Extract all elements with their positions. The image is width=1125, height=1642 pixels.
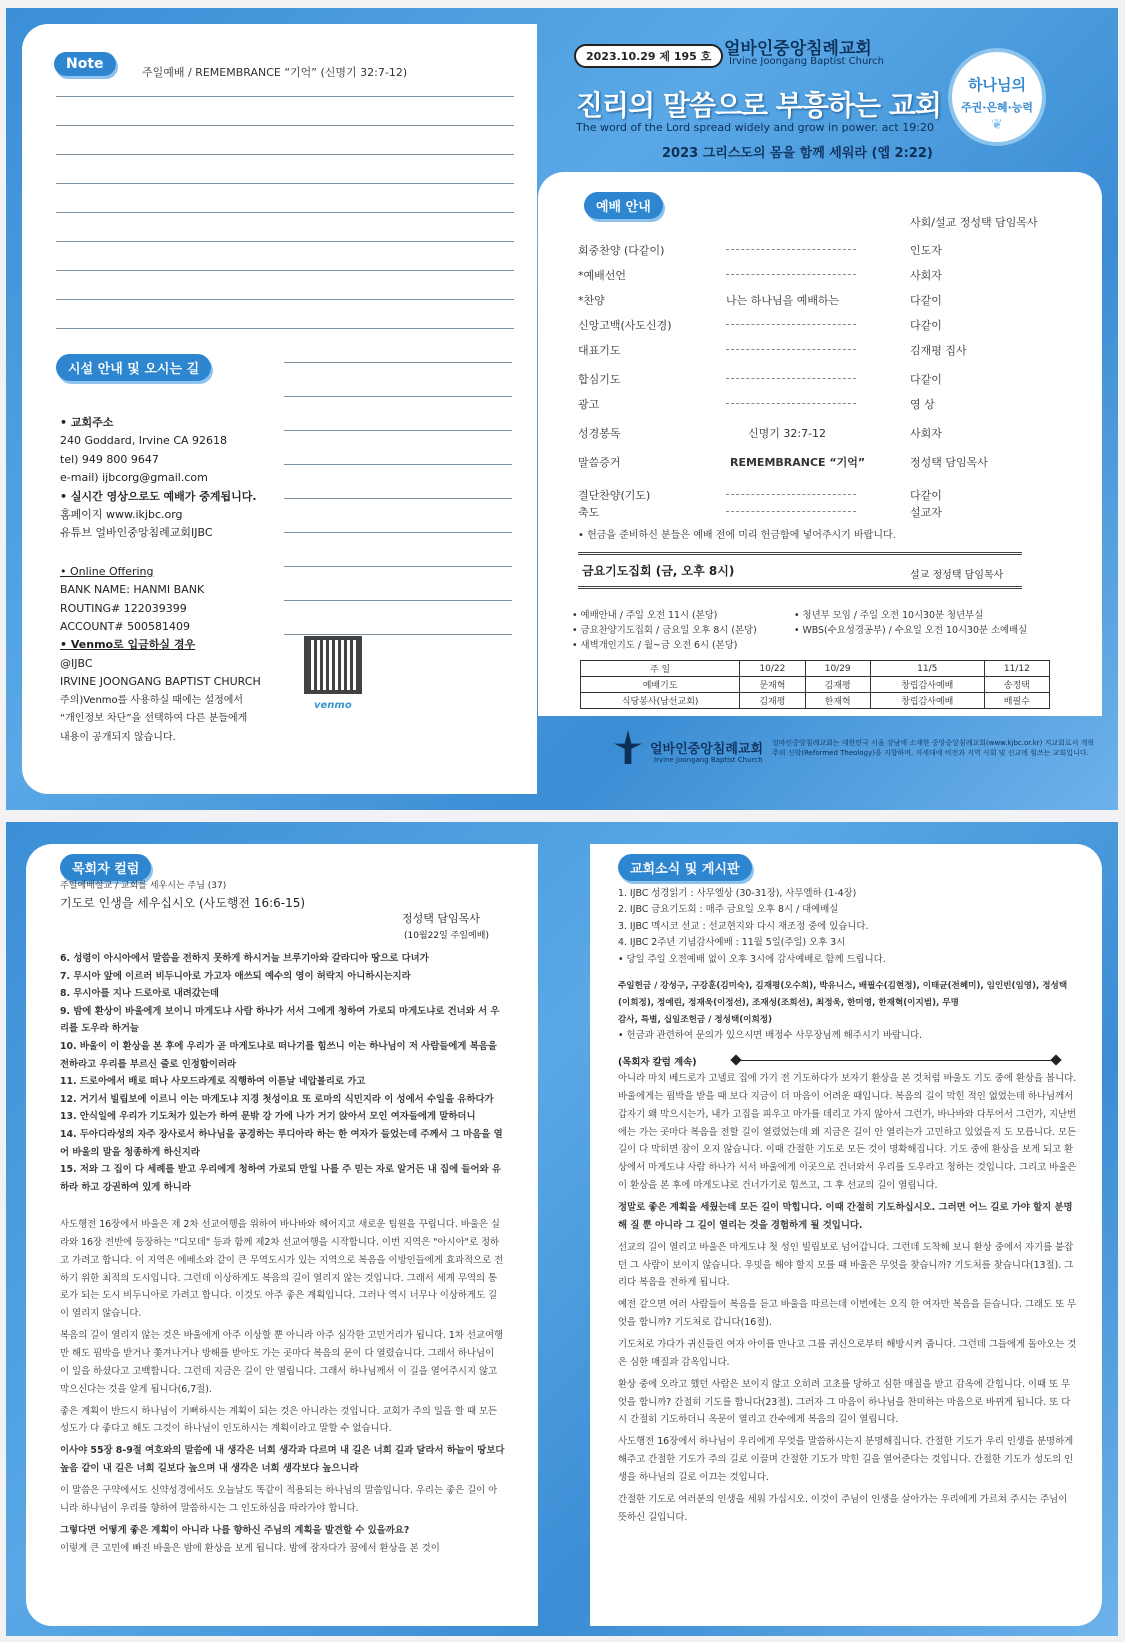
note-line <box>284 566 512 567</box>
meeting-info-item: • 새벽개인기도 / 월~금 오전 6시 (본당) <box>572 640 738 651</box>
order-content: 나는 하나님을 예배하는 <box>726 294 840 307</box>
church-name-ko: 얼바인중앙침례교회 <box>724 39 872 59</box>
footer-church-name-en: Irvine Joongang Baptist Church <box>654 756 763 764</box>
youtube-link[interactable]: 유튜브 얼바인중앙침례교회IJBC <box>60 526 213 540</box>
table-header: 주 일 <box>581 661 740 677</box>
table-row <box>581 661 1050 677</box>
venmo-note: “개인정보 차단”을 선택하여 다른 분들에게 <box>60 713 248 725</box>
note-line <box>284 430 512 431</box>
live-stream-note: • 실시간 영상으로도 예배가 중계됩니다. <box>60 489 257 503</box>
note-line <box>56 154 514 155</box>
friday-prayer-leader: 설교 정성택 담임목사 <box>910 570 1004 581</box>
badge-line2: 주권·은혜·능력 <box>960 101 1034 114</box>
table-cell: 김재평 <box>805 677 870 693</box>
order-who: 다같이 <box>910 373 942 386</box>
table-cell: 배필수 <box>984 693 1049 709</box>
meeting-info-item: • 청년부 모임 / 주일 오전 10시30분 청년부실 <box>794 610 984 621</box>
table-cell: 김재평 <box>740 693 805 709</box>
table-cell: 송정택 <box>984 677 1049 693</box>
order-row <box>578 267 1078 292</box>
worship-label: 예배 안내 <box>584 192 663 219</box>
column-continued-title: (목회자 칼럼 계속) <box>618 1057 697 1068</box>
scripture-verse: 8. 무시아를 지나 드로아로 내려갔는데 <box>60 988 219 1000</box>
order-item: 대표기도 <box>578 344 621 357</box>
scripture-verse: 15. 저와 그 집이 다 세례를 받고 우리에게 청하여 가로되 만일 나를 주 믿는 자로 알거든 내 집에 들어와 유하라 하고 강권하여 있게 하니라 <box>60 1164 501 1193</box>
order-who: 정성택 담임목사 <box>910 456 988 469</box>
phone: tel) 949 800 9647 <box>60 452 159 466</box>
table-row <box>581 693 1050 709</box>
table-cell: 한재혁 <box>805 693 870 709</box>
table-row <box>581 677 1050 693</box>
diamond-icon <box>1050 1054 1061 1065</box>
order-item: 광고 <box>578 398 600 411</box>
news-panel <box>590 844 1102 1626</box>
news-items <box>618 886 1078 1045</box>
email[interactable]: e-mail) ijbcorg@gmail.com <box>60 471 208 485</box>
bottom-sheet <box>6 822 1118 1636</box>
column-paragraph: 선교의 길이 열리고 바울은 마게도냐 첫 성인 빌립보로 넘어갑니다. 그런데 도착해 보니 환상 중에서 자기를 붙잡던 그 사람이 보이지 않습니다. 우밋을 해야 할지 모를 때 바울은 무엇을 찾습니까? 기도처를 찾습니다(13절). 그리다 복음을 전하게 됩니다. <box>618 1241 1074 1289</box>
note-panel <box>22 24 537 794</box>
theme-badge <box>948 48 1046 146</box>
issue-date-badge <box>574 44 723 68</box>
scripture-verse: 10. 바울이 이 환상을 본 후에 우리가 곧 마게도냐로 떠나기를 힘쓰니 이는 하나님이 저 사람들에게 복음을 전하라고 우리를 부르신 줄로 인정함이러라 <box>60 1040 497 1070</box>
annual-theme: 2023 그리스도의 몸을 함께 세워라 (엡 2:22) <box>662 146 933 161</box>
order-who: 사회자 <box>910 427 942 440</box>
note-line <box>284 634 512 635</box>
scripture-verse: 9. 밤에 환상이 바울에게 보이니 마게도냐 사람 하나가 서서 그에게 청하여 가로되 마게도냐로 건너와 서 우리를 도우라 하거늘 <box>60 1005 500 1035</box>
column-paragraph: 이사야 55장 8-9절 여호와의 말씀에 내 생각은 너희 생각과 다르며 내 길은 너희 길과 달라서 하늘이 땅보다 높음 같이 내 길은 너희 길보다 높으며 내 생각은 너희 생각보다 높으니라 <box>60 1445 505 1475</box>
note-line <box>56 328 514 329</box>
qr-code-icon[interactable] <box>304 636 362 694</box>
order-item: 결단찬양(기도) <box>578 489 651 502</box>
note-line <box>284 498 512 499</box>
note-line <box>56 212 514 213</box>
order-row <box>578 487 1078 504</box>
column-label: 목회자 컬럼 <box>60 854 151 881</box>
meeting-info-item: • WBS(수요성경공부) / 수요일 오전 10시30분 소예배실 <box>794 625 1028 636</box>
column-paragraph: 복음의 길이 열리지 않는 것은 바울에게 아주 이상할 뿐 아니라 아주 심각한 고민거리가 됩니다. 1차 선교여행만 해도 핍박을 받거나 쫓겨나거나 방해를 받아도 가는 곳마다 복음의 문이 다 열렸습니다. 그래서 하나님이 이 일을 하셨다고 고백합니다. 그런데 지금은 길이 안 열립니다. 그래서 하나님께서 이 길을 열어주시지 않고 막으신다는 것을 알게 됩니다(6,7절). <box>60 1330 504 1395</box>
column-paragraph: 아니라 마치 베드로가 고넬료 집에 가기 전 기도하다가 보자기 환상을 본 것처럼 바울도 기도 중에 환상을 봅니다. 바울에게는 핍박을 받을 때 보다 지금이 더 마음이 어려운 때입니다. 복음의 길이 막힌 적인 없었는데 하나님께서 갑자기 왜 막으시는가, 내가 고집을 피우고 마가를 데리고 가지 않아서 그런가, 바나바와 다투어서 그런가, 지난번에는 가는 곳마다 복음을 전할 길이 열렸었는데 왜 지금은 길이 안 열리는가 고민하고 있었을지 도 모릅니다. 모든 길이 다 막히면 잠이 오지 않습니다. 이때 간절한 기도로 모든 것이 명확해집니다. 기도 중에 환상을 보게 되고 환상에서 마게도냐 사람 하나가 서서 바울에게 이곳으로 건너와서 우리를 도우라고 청하는 것입니다. 그리고 바울은 이 환상을 본 후에 마게도냐로 건너가기로 힘쓰고, 그 후 선교의 길이 열립니다. <box>618 1073 1077 1192</box>
order-item: 말씀증거 <box>578 456 621 469</box>
order-row <box>578 396 1078 425</box>
offering-note: • 헌금을 준비하신 분들은 예배 전에 미리 헌금함에 넣어주시기 바랍니다. <box>578 530 896 541</box>
order-who: 사회자 <box>910 269 942 282</box>
note-line <box>56 96 514 97</box>
order-item: 성경봉독 <box>578 427 621 440</box>
scripture-verse: 12. 거기서 빌립보에 이르니 이는 마게도냐 지경 첫성이요 또 로마의 식민지라 이 성에서 수일을 유하다가 <box>60 1093 494 1105</box>
venmo-title: • Venmo로 입금하실 경우 <box>60 638 196 652</box>
order-row <box>578 371 1078 396</box>
wheat-icon: ❦ <box>991 117 1003 133</box>
column-paragraph: 사도행전 16장에서 바울은 제 2차 선교여행을 위하여 바나바와 헤어지고 새로운 팀원을 꾸립니다. 바울은 실라와 16장 전반에 등장하는 "디모데" 등과 함께 제2차 선교여행을 시작합니다. 이번 지역은 "아시아"로 정하고 가려고 합니다. 이 지역은 에베소와 같이 큰 무역도시가 있는 지역으로 복음을 이방인들에게 효과적으로 전하기 위한 최적의 도시입니다. 그런데 이상하게도 복음의 길이 열리지 않는 것입니다. 그래서 세계 무역의 통로가 되는 도시 비두니아로 가려고 합니다. 이것도 아주 좋은 계획입니다. 그러나 역시 너무나 이상하게도 길이 열리지 않습니다. <box>60 1219 504 1320</box>
issue-date: 2023.10.29 제 195 호 <box>586 50 712 63</box>
order-row <box>578 242 1078 267</box>
friday-prayer-title: 금요기도집회 (금, 오후 8시) <box>582 564 735 578</box>
facility-label: 시설 안내 및 오시는 길 <box>56 354 211 381</box>
order-who: 인도자 <box>910 244 942 257</box>
order-who: 영 상 <box>910 398 935 411</box>
top-sheet <box>6 8 1118 810</box>
table-cell: 창립감사예배 <box>870 677 984 693</box>
venmo-logo: venmo <box>314 700 352 711</box>
order-item: 신앙고백(사도신경) <box>578 319 672 332</box>
column-paragraph: 이렇게 큰 고민에 빠진 바울은 밤에 환상을 보게 됩니다. 밤에 잠자다가 꿈에서 환상을 본 것이 <box>60 1542 440 1554</box>
badge-line1: 하나님의 <box>968 76 1026 94</box>
order-row <box>578 317 1078 342</box>
venmo-note: 내용이 공개되지 않습니다. <box>60 731 176 743</box>
column-paragraph: 간절한 기도로 여러분의 인생을 세워 가십시오. 이것이 주님이 인생을 살아가는 우리에게 가르쳐 주시는 주님이 뜻하신 길입니다. <box>618 1493 1068 1523</box>
news-label: 교회소식 및 게시판 <box>618 854 752 881</box>
column-paragraph: 이 말씀은 구약에서도 신약성경에서도 오늘날도 똑같이 적용되는 하나님의 말씀입니다. 우리는 좋은 길이 아니라 하나님이 우리를 향하여 말씀하시는 그 인도하심을 따라가야 합니다. <box>60 1485 498 1514</box>
note-line <box>284 600 512 601</box>
venmo-id: @IJBC <box>60 656 93 670</box>
divider <box>578 586 1022 589</box>
verse: The word of the Lord spread widely and grow in power. act 19:20 <box>576 121 934 134</box>
scripture-verse: 14. 두아디라성의 자주 장사로서 하나님을 공경하는 루디아라 하는 한 여자가 들었는데 주께서 그 마음을 열어 바울의 말을 청종하게 하신지라 <box>60 1128 503 1158</box>
diamond-icon <box>730 1054 741 1065</box>
news-item: 1. IJBC 성경읽기 : 사무엘상 (30-31장), 사무엘하 (1-4장) <box>618 888 857 899</box>
order-row <box>578 342 1078 371</box>
online-offering-title: • Online Offering <box>60 564 154 578</box>
note-line <box>56 241 514 242</box>
offering-contact: • 헌금과 관련하여 문의가 있으시면 배정수 사무장님께 해주시기 바랍니다. <box>618 1030 923 1042</box>
table-cell: 문재혁 <box>740 677 805 693</box>
slogan: 진리의 말씀으로 부흥하는 교회 <box>576 89 941 122</box>
column-paragraph: 그렇다면 어떻게 좋은 계획이 아니라 나를 향하신 주님의 계획을 발견할 수 있을까요? <box>60 1524 410 1536</box>
offering-members: 주일헌금 / 강성구, 구강훈(김미숙), 김재평(오수희), 박유니스, 배필수(김현정), 이태균(전혜미), 임인빈(임영), 정성택(이희정), 정예린, 정재욱(이정선), 조재성(조희선), 최정욱, 한미영, 한재혁(이지범), 무명 <box>618 981 1068 1009</box>
order-row <box>578 454 1078 487</box>
meeting-info <box>572 608 757 653</box>
scripture-verses <box>60 950 506 1196</box>
note-line <box>284 396 512 397</box>
table-cell: 창립감사예배 <box>870 693 984 709</box>
homepage-link[interactable]: 홈페이지 www.ikjbc.org <box>60 508 183 522</box>
note-line <box>284 532 512 533</box>
meeting-info-item: • 금요찬양기도집회 / 금요일 오후 8시 (본당) <box>572 625 757 636</box>
footer-church-name: 얼바인중앙침례교회 <box>650 742 764 757</box>
table-header: 10/22 <box>740 661 805 677</box>
meeting-info <box>794 608 1027 638</box>
order-who: 다같이 <box>910 319 942 332</box>
table-header: 11/12 <box>984 661 1049 677</box>
order-row <box>578 425 1078 454</box>
note-line <box>56 270 514 271</box>
scripture-verse: 11. 드로아에서 배로 떠나 사모드라게로 직행하여 이튿날 네압볼리로 가고 <box>60 1076 366 1088</box>
venmo-note: 주의)Venmo를 사용하실 때에는 설정에서 <box>60 694 244 706</box>
duty-schedule-table <box>580 660 1050 709</box>
column-author: 정성택 담임목사 <box>402 912 480 925</box>
account-number: ACCOUNT# 500581409 <box>60 620 191 634</box>
order-item: *찬양 <box>578 294 605 307</box>
column-paragraph: 환상 중에 오라고 했던 사람은 보이지 않고 오히려 고초를 당하고 심한 매질을 받고 감옥에 갇힙니다. 이때 또 무엇을 합니까? 간절히 기도를 합니다(23절). 그러자 그 마음이 하나님을 찬미하는 마음으로 바뀌게 됩니다. 또 다시 간절히 기도하더니 옥문이 열리고 간수에게 복음의 길이 열립니다. <box>618 1378 1071 1426</box>
order-who: 다같이 <box>910 489 942 502</box>
news-item: 4. IJBC 2주년 기념감사예배 : 11월 5일(주일) 오후 3시 <box>618 937 846 949</box>
order-who: 다같이 <box>910 294 942 307</box>
column-date: (10월22일 주일예배) <box>404 931 489 941</box>
order-row <box>578 292 1078 317</box>
divider <box>578 552 1022 555</box>
order-content: REMEMBRANCE “기억” <box>730 456 866 469</box>
note-label: Note <box>54 52 116 76</box>
news-item: • 당일 주일 오전예배 없이 오후 3시에 감사예배로 함께 드립니다. <box>618 953 886 965</box>
order-who: 김재평 집사 <box>910 344 967 357</box>
column-paragraph: 좋은 계획이 반드시 하나님이 기뻐하시는 계획이 되는 것은 아니라는 것입니다. 교회가 주의 일을 할 때 모든 성도가 다 좋다고 해도 그것이 하나님이 인도하시는 계획이라고 말할 수 없습니다. <box>60 1405 498 1435</box>
table-header: 10/29 <box>805 661 870 677</box>
order-item: 합심기도 <box>578 373 621 386</box>
column-title: 기도로 인생을 세우십시오 (사도행전 16:6-15) <box>60 896 306 910</box>
table-header: 11/5 <box>870 661 984 677</box>
order-item: 회중찬양 (다같이) <box>578 244 665 257</box>
church-logo-icon <box>614 730 642 764</box>
note-line <box>284 362 512 363</box>
note-line <box>56 299 514 300</box>
church-name-en: Irvine Joongang Baptist Church <box>729 56 885 67</box>
diamond-divider <box>736 1060 1056 1061</box>
note-title: 주일예배 / REMEMBRANCE “기억” (신명기 32:7-12) <box>142 66 408 79</box>
table-cell: 식당봉사(남선교회) <box>581 693 740 709</box>
routing-number: ROUTING# 122039399 <box>60 601 187 615</box>
meeting-info-item: • 예배안내 / 주일 오전 11시 (본당) <box>572 610 718 621</box>
scripture-verse: 6. 성령이 아시아에서 말씀을 전하지 못하게 하시거늘 브루기아와 갈라디아 땅으로 다녀가 <box>60 953 429 964</box>
column-panel <box>26 844 538 1626</box>
news-item: 2. IJBC 금요기도회 : 매주 금요일 오후 8시 / 대예배실 <box>618 904 839 916</box>
address: 240 Goddard, Irvine CA 92618 <box>60 434 228 448</box>
thanks-offering: 감사, 특별, 십일조헌금 / 정성택(이희정) <box>618 1015 773 1026</box>
column-paragraph: 예전 같으면 여러 사람들이 복음을 듣고 바울을 따르는데 이번에는 오직 한 여자만 복음을 듣습니다. 그래도 또 무엇을 합니까? 기도처로 갑니다(16절). <box>618 1299 1077 1329</box>
worship-panel <box>538 172 1102 716</box>
note-line <box>56 125 514 126</box>
address-title: • 교회주소 <box>60 416 114 429</box>
worship-order <box>578 242 1078 541</box>
scripture-verse: 13. 안식일에 우리가 기도처가 있는가 하여 문밖 강 가에 나가 거기 앉아서 모인 여자들에게 말하더니 <box>60 1111 476 1123</box>
order-row <box>578 504 1078 522</box>
scripture-verse: 7. 무시아 앞에 이르러 비두니아로 가고자 애쓰되 예수의 영이 허락지 아니하시는지라 <box>60 970 411 982</box>
order-who: 설교자 <box>910 506 942 519</box>
worship-leader: 사회/설교 정성택 담임목사 <box>910 216 1038 229</box>
news-item: 3. IJBC 멕시코 선교 : 선교현지와 다시 재조정 중에 있습니다. <box>618 920 869 932</box>
note-line <box>284 464 512 465</box>
table-cell: 예배기도 <box>581 677 740 693</box>
facility-info <box>60 414 261 747</box>
column-continued-body <box>618 1070 1078 1527</box>
column-series: 주일예배설교 / 교회를 세우시는 주님 (37) <box>60 881 227 891</box>
order-content: 신명기 32:7-12 <box>748 427 827 440</box>
venmo-name: IRVINE JOONGANG BAPTIST CHURCH <box>60 675 261 689</box>
column-paragraph: 정말로 좋은 계획을 세웠는데 모든 길이 막힙니다. 이때 간절히 기도하십시오. 그러면 어느 길로 가야 할지 분명해 질 뿐 아니라 그 길이 열리는 것을 경험하게 될 것입니다. <box>618 1202 1073 1231</box>
order-item: *예배선언 <box>578 269 627 282</box>
bank-name: BANK NAME: HANMI BANK <box>60 583 205 597</box>
note-line <box>56 183 514 184</box>
column-paragraph: 사도행전 16장에서 하나님이 우리에게 무엇을 말씀하시는지 분명해집니다. 간절한 기도가 우리 인생을 분명하게 해주고 간절한 기도가 주의 길로 이끌며 간절한 기도가 막힌 길을 열어준다는 것입니다. 간절한 기도가 성도의 인생을 하나님의 길로 이끄는 것입니다. <box>618 1436 1074 1484</box>
order-item: 축도 <box>578 506 600 519</box>
column-body <box>60 1216 506 1557</box>
column-paragraph: 기도처로 가다가 귀신들린 여자 아이를 만나고 그를 귀신으로부터 해방시켜 줍니다. 그런데 그들에게 돌아오는 것은 심한 매질과 감옥입니다. <box>618 1339 1077 1368</box>
footer-description: 얼바인중앙침례교회는 대한민국 서울 강남에 소재한 중앙중앙침례교회(www.kjbc.or.kr) 지교회로서 개혁주의 신학(Reformed Theology)을 지향하며, 지세대에 비전과 지역 사회 및 선교에 힘쓰는 교회입니다. <box>772 739 1095 757</box>
